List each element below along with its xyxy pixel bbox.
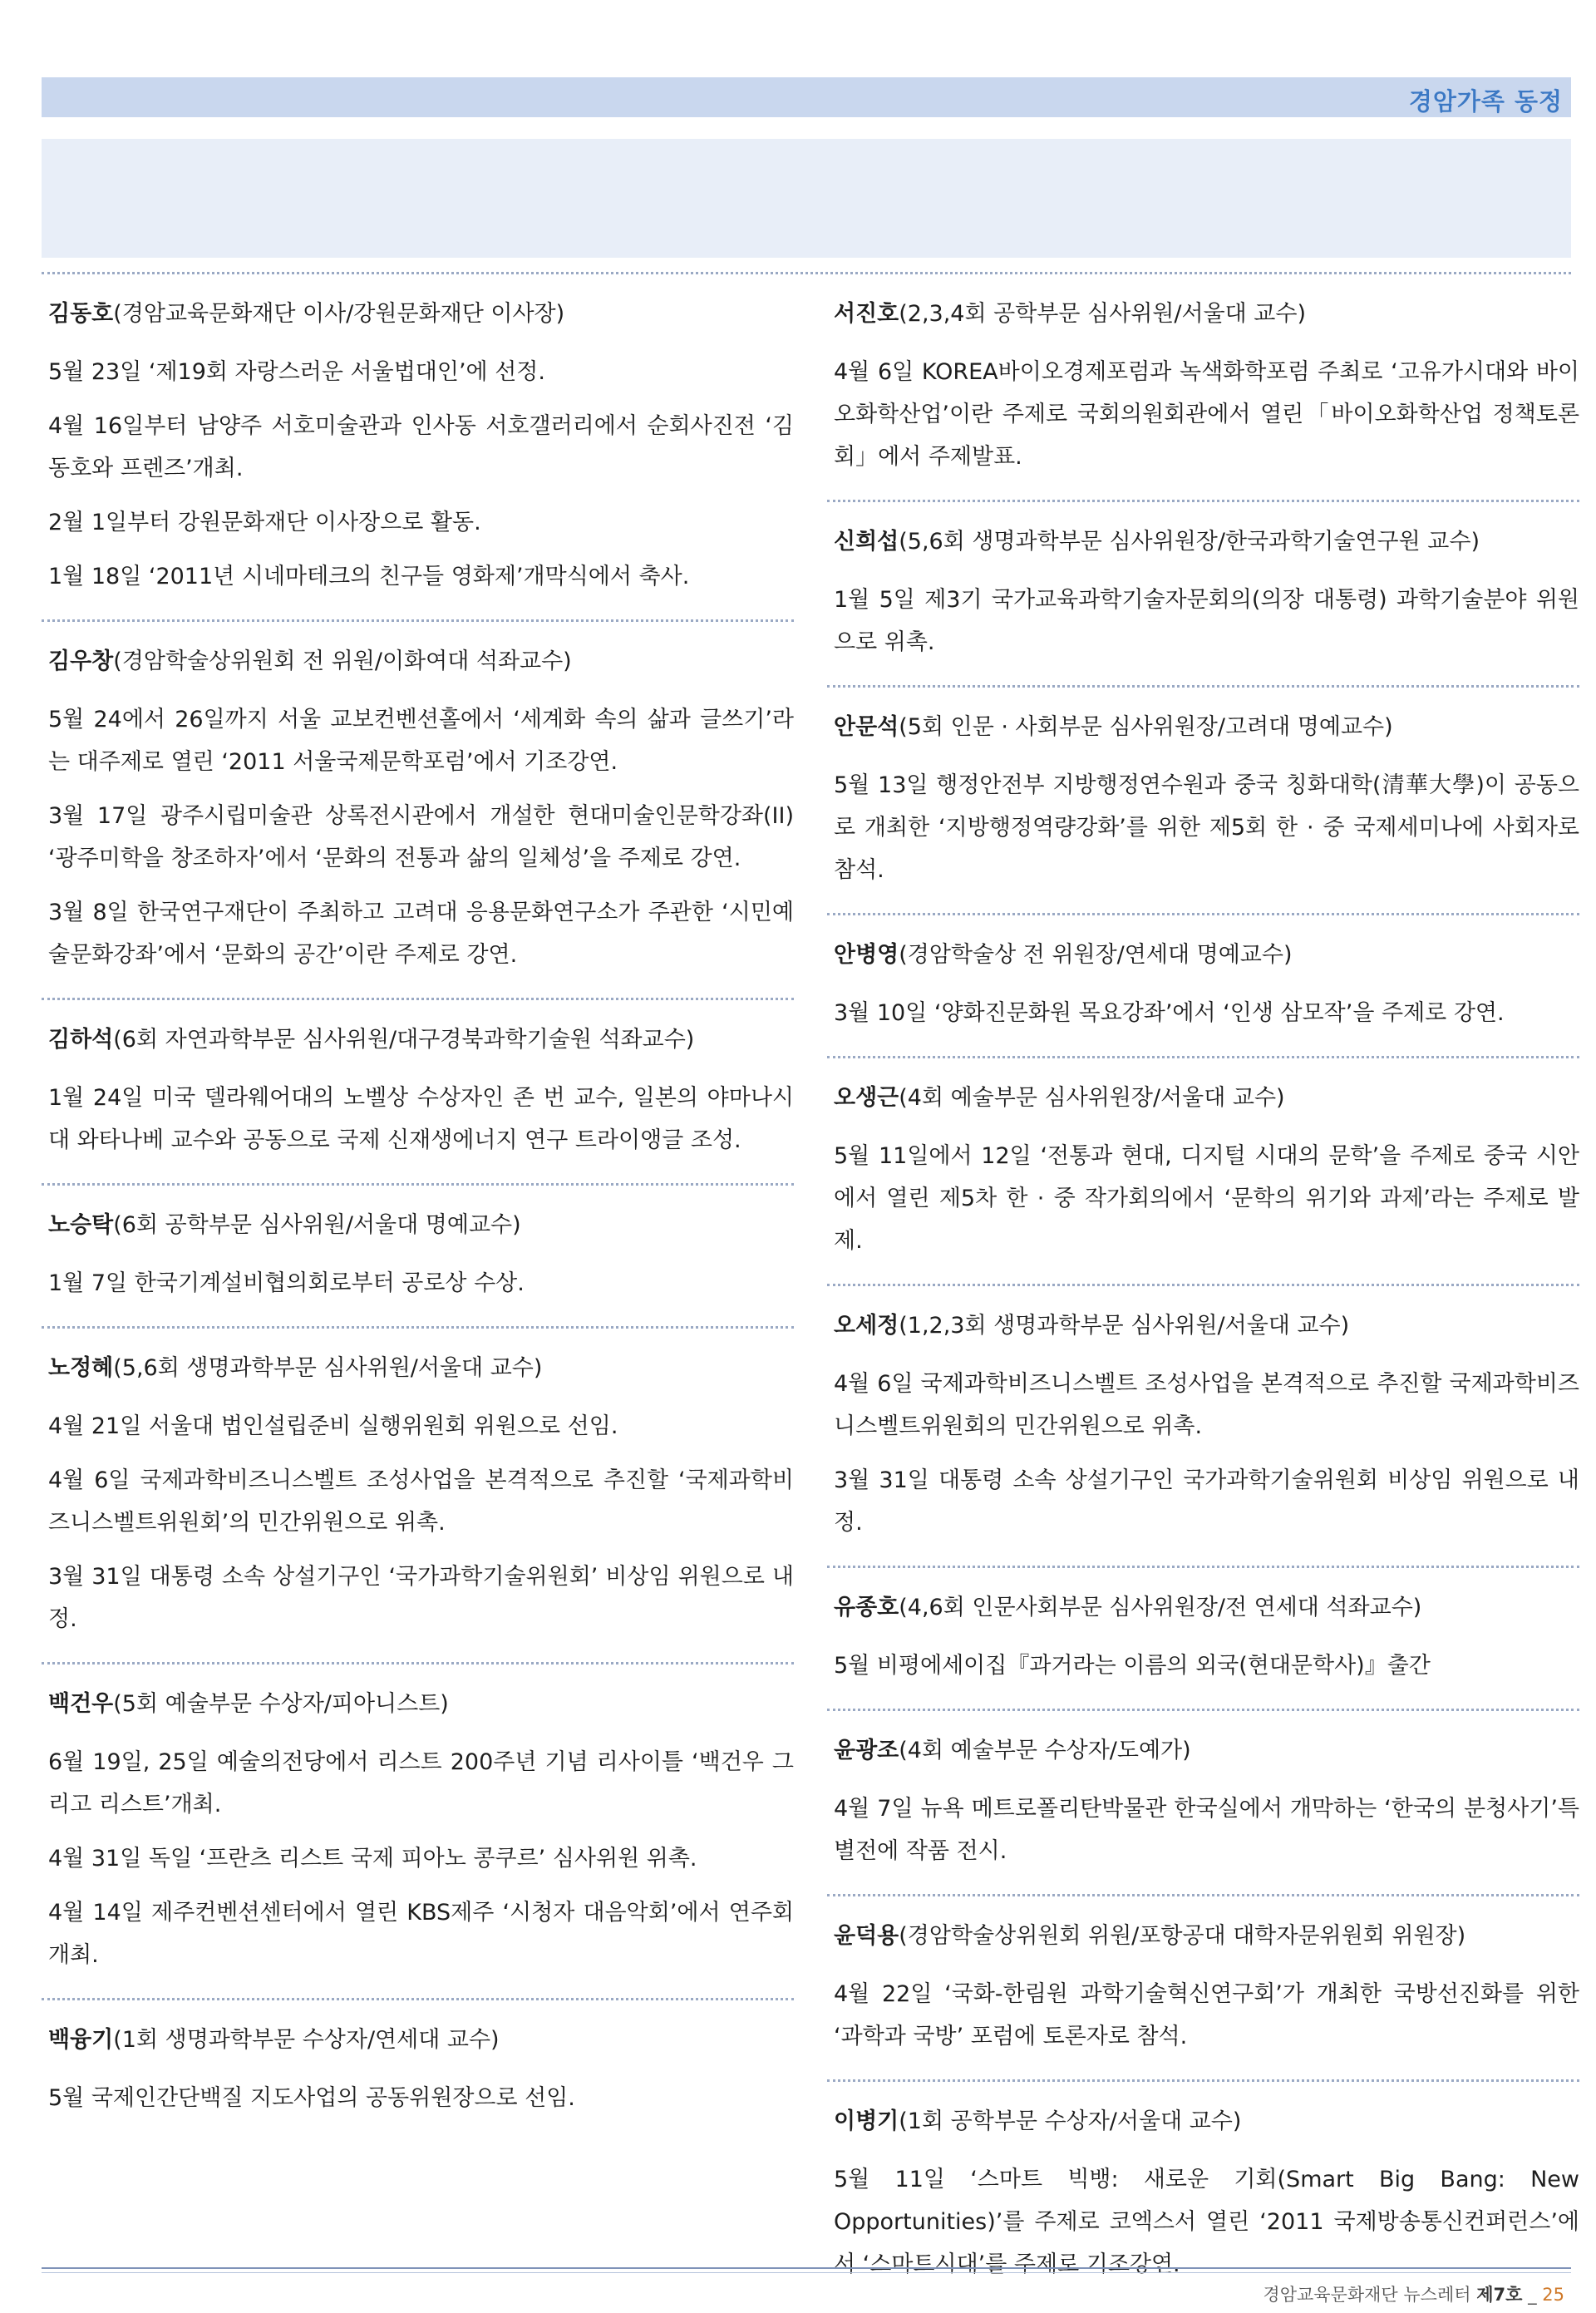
person-name: 서진호 — [834, 301, 899, 327]
news-entry — [827, 688, 1579, 915]
footer-publisher: 경암교육문화재단 뉴스레터 — [1263, 2285, 1471, 2305]
person-role: (1회 생명과학부문 수상자/연세대 교수) — [113, 2027, 500, 2053]
news-item: 3월 31일 대통령 소속 상설기구인 국가과학기술위원회 비상임 위원으로 내정. — [834, 1467, 1579, 1536]
entry-title — [834, 1083, 1579, 1113]
person-name: 신희섭 — [834, 529, 899, 555]
person-name: 유종호 — [834, 1595, 899, 1620]
header-bar — [42, 77, 1571, 117]
news-item: 4월 6일 국제과학비즈니스벨트 조성사업을 본격적으로 추진할 ‘국제과학비즈니스벨트위원회’의 민간위원으로 위촉. — [48, 1467, 794, 1536]
news-entry — [42, 1664, 794, 2000]
news-item: 3월 31일 대통령 소속 상설기구인 ‘국가과학기술위원회’ 비상임 위원으로 내정. — [48, 1564, 794, 1632]
entry-title — [48, 1689, 794, 1719]
news-item: 4월 6일 국제과학비즈니스벨트 조성사업을 본격적으로 추진할 국제과학비즈니스벨트위원회의 민간위원으로 위촉. — [834, 1371, 1579, 1439]
entry-title — [834, 2107, 1579, 2137]
entry-title — [834, 527, 1579, 557]
entry-title — [48, 1025, 794, 1055]
news-entry — [42, 1186, 794, 1329]
news-entry — [42, 622, 794, 1000]
person-role: (5,6회 생명과학부문 심사위원/서울대 교수) — [113, 1355, 543, 1381]
person-name: 오세정 — [834, 1313, 899, 1339]
person-name: 오생근 — [834, 1085, 899, 1111]
news-item: 4월 6일 KOREA바이오경제포럼과 녹색화학포럼 주최로 ‘고유가시대와 바이오화학산업’이란 주제로 국회의원회관에서 열린「바이오화학산업 정책토론회」에서 주제발표. — [834, 359, 1579, 470]
footer-separator: _ — [1528, 2285, 1537, 2305]
news-item: 1월 7일 한국기계설비협의회로부터 공로상 수상. — [48, 1270, 525, 1296]
section-label: 경암가족 동정 — [1408, 87, 1563, 116]
footer-rule-thin — [42, 2272, 1571, 2273]
news-entry — [42, 1000, 794, 1186]
news-item: 4월 22일 ‘국화-한림원 과학기술혁신연구회’가 개최한 국방선진화를 위한 ‘과학과 국방’ 포럼에 토론자로 참석. — [834, 1981, 1579, 2049]
person-name: 윤광조 — [834, 1738, 899, 1763]
entry-title — [834, 940, 1579, 970]
news-entry — [827, 1711, 1579, 1896]
page-number: 25 — [1542, 2285, 1564, 2305]
entry-title — [834, 299, 1579, 329]
person-name: 안병영 — [834, 942, 899, 968]
news-item: 5월 비평에세이집『과거라는 이름의 외국(현대문학사)』출간 — [834, 1653, 1431, 1679]
person-role: (5회 예술부문 수상자/피아니스트) — [113, 1691, 449, 1717]
news-item: 1월 5일 제3기 국가교육과학기술자문회의(의장 대통령) 과학기술분야 위원으로 위촉. — [834, 587, 1579, 655]
news-entry — [827, 915, 1579, 1058]
news-entry — [827, 1896, 1579, 2082]
header-panel — [42, 139, 1571, 258]
news-item: 5월 24에서 26일까지 서울 교보컨벤션홀에서 ‘세계화 속의 삶과 글쓰기’라는 대주제로 열린 ‘2011 서울국제문학포럼’에서 기조강연. — [48, 707, 794, 775]
news-entry — [827, 502, 1579, 688]
person-name: 백융기 — [48, 2027, 114, 2053]
entry-title — [48, 647, 794, 677]
entry-title — [834, 1736, 1579, 1766]
person-role: (6회 자연과학부문 심사위원/대구경북과학기술원 석좌교수) — [113, 1027, 695, 1053]
news-item: 4월 21일 서울대 법인설립준비 실행위원회 위원으로 선임. — [48, 1413, 618, 1439]
entry-title — [834, 1593, 1579, 1623]
news-item: 5월 국제인간단백질 지도사업의 공동위원장으로 선임. — [48, 2085, 575, 2111]
entry-title — [834, 1311, 1579, 1341]
entry-title — [48, 1211, 794, 1240]
news-entry — [827, 1286, 1579, 1568]
person-role: (5회 인문 · 사회부문 심사위원장/고려대 명예교수) — [899, 714, 1393, 740]
entry-title — [48, 2025, 794, 2055]
news-item: 3월 17일 광주시립미술관 상록전시관에서 개설한 현대미술인문학강좌(II) ‘광주미학을 창조하자’에서 ‘문화의 전통과 삶의 일체성’을 주제로 강연. — [48, 803, 794, 871]
entry-title — [48, 299, 794, 329]
news-entry — [42, 2000, 794, 2141]
entry-title — [834, 713, 1579, 742]
footer-issue: 제7호 — [1476, 2285, 1523, 2305]
person-role: (경암학술상 전 위원장/연세대 명예교수) — [899, 942, 1293, 968]
entry-title — [48, 1354, 794, 1383]
person-role: (4회 예술부문 심사위원장/서울대 교수) — [899, 1085, 1285, 1111]
person-name: 김우창 — [48, 649, 114, 674]
person-role: (1회 공학부문 수상자/서울대 교수) — [899, 2108, 1242, 2134]
news-entry — [42, 1329, 794, 1664]
person-name: 노정혜 — [48, 1355, 114, 1381]
news-item: 4월 14일 제주컨벤션센터에서 열린 KBS제주 ‘시청자 대음악회’에서 연주회 개최. — [48, 1900, 794, 1968]
person-role: (4회 예술부문 수상자/도예가) — [899, 1738, 1191, 1763]
news-item: 1월 24일 미국 델라웨어대의 노벨상 수상자인 존 번 교수, 일본의 야마나시대 와타나베 교수와 공동으로 국제 신재생에너지 연구 트라이앵글 조성. — [48, 1085, 794, 1153]
page-footer — [1263, 2281, 1564, 2306]
person-name: 안문석 — [834, 714, 899, 740]
news-item: 5월 11일 ‘스마트 빅뱅: 새로운 기회(Smart Big Bang: New Opportunities)’를 주제로 코엑스서 열린 ‘2011 국제방송통신컨퍼런스’에서 ‘스마트시대’를 주제로 기조강연. — [834, 2167, 1579, 2277]
news-item: 5월 23일 ‘제19회 자랑스러운 서울법대인’에 선정. — [48, 359, 545, 385]
person-name: 윤덕용 — [834, 1923, 899, 1949]
person-name: 백건우 — [48, 1691, 114, 1717]
news-item: 5월 13일 행정안전부 지방행정연수원과 중국 칭화대학(清華大學)이 공동으로 개최한 ‘지방행정역량강화’를 위한 제5회 한 · 중 국제세미나에 사회자로 참석. — [834, 772, 1579, 883]
news-entry — [827, 274, 1579, 502]
person-role: (경암학술상위원회 위원/포항공대 대학자문위원회 위원장) — [899, 1923, 1466, 1949]
person-role: (2,3,4회 공학부문 심사위원/서울대 교수) — [899, 301, 1307, 327]
left-column — [42, 274, 794, 2141]
news-item: 6월 19일, 25일 예술의전당에서 리스트 200주년 기념 리사이틀 ‘백건우 그리고 리스트’개최. — [48, 1749, 794, 1817]
person-name: 김동호 — [48, 301, 114, 327]
person-name: 이병기 — [834, 2108, 899, 2134]
news-item: 3월 8일 한국연구재단이 주최하고 고려대 응용문화연구소가 주관한 ‘시민예술문화강좌’에서 ‘문화의 공간’이란 주제로 강연. — [48, 900, 794, 968]
news-entry — [827, 2082, 1579, 2307]
person-role: (5,6회 생명과학부문 심사위원장/한국과학기술연구원 교수) — [899, 529, 1480, 555]
news-item: 2월 1일부터 강원문화재단 이사장으로 활동. — [48, 510, 481, 535]
news-entry — [42, 274, 794, 622]
person-role: (경암교육문화재단 이사/강원문화재단 이사장) — [113, 301, 565, 327]
right-column — [827, 274, 1579, 2307]
footer-rule — [42, 2267, 1571, 2269]
person-name: 노승탁 — [48, 1212, 114, 1238]
news-item: 3월 10일 ‘양화진문화원 목요강좌’에서 ‘인생 삼모작’을 주제로 강연. — [834, 1000, 1505, 1026]
entry-title — [834, 1921, 1579, 1951]
news-item: 1월 18일 ‘2011년 시네마테크의 친구들 영화제’개막식에서 축사. — [48, 564, 690, 589]
news-item: 4월 7일 뉴욕 메트로폴리탄박물관 한국실에서 개막하는 ‘한국의 분청사기’특별전에 작품 전시. — [834, 1796, 1579, 1864]
news-item: 4월 16일부터 남양주 서호미술관과 인사동 서호갤러리에서 순회사진전 ‘김동호와 프렌즈’개최. — [48, 413, 794, 481]
person-name: 김하석 — [48, 1027, 114, 1053]
person-role: (6회 공학부문 심사위원/서울대 명예교수) — [113, 1212, 521, 1238]
news-item: 4월 31일 독일 ‘프란츠 리스트 국제 피아노 콩쿠르’ 심사위원 위촉. — [48, 1846, 697, 1872]
person-role: (1,2,3회 생명과학부문 심사위원/서울대 교수) — [899, 1313, 1350, 1339]
news-item: 5월 11일에서 12일 ‘전통과 현대, 디지털 시대의 문학’을 주제로 중국 시안에서 열린 제5차 한 · 중 작가회의에서 ‘문학의 위기와 과제’라는 주제로 발제. — [834, 1143, 1579, 1254]
news-entry — [827, 1568, 1579, 1711]
person-role: (경암학술상위원회 전 위원/이화여대 석좌교수) — [113, 649, 572, 674]
news-entry — [827, 1058, 1579, 1286]
person-role: (4,6회 인문사회부문 심사위원장/전 연세대 석좌교수) — [899, 1595, 1422, 1620]
